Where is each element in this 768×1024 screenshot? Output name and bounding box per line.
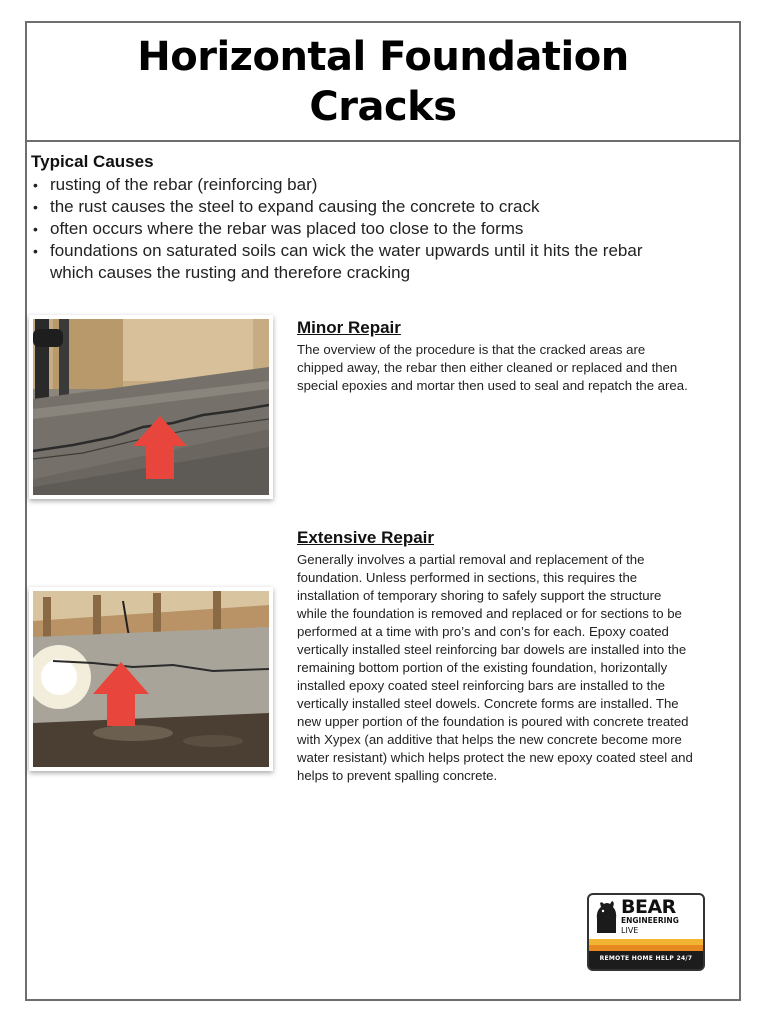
- cause-item: • the rust causes the steel to expand causing the concrete to crack: [31, 196, 671, 218]
- cause-item: • often occurs where the rebar was placed too close to the forms: [31, 218, 671, 240]
- causes-heading: Typical Causes: [31, 152, 154, 171]
- bear-icon: [593, 899, 619, 935]
- cause-item: • foundations on saturated soils can wick the water upwards until it hits the rebar which causes the rusting and therefore cracking: [31, 240, 671, 284]
- causes-list: [31, 174, 671, 284]
- minor-repair-photo: [29, 315, 273, 499]
- logo-live: LIVE: [621, 926, 639, 935]
- extensive-repair-text: Generally involves a partial removal and replacement of the foundation. Unless performed in sections, this requires the installation of temporary shoring to safely support the structure while the foundation is removed and replaced or for sections to be performed at a time with pro’s and con’s for each. Epoxy coated vertically installed steel reinforcing bar dowels are installed into the remaining bottom portion of the existing foundation, horizontally installed epoxy coated steel reinforcing bars are installed to the vertically installed steel dowels. Concrete forms are installed. The new upper portion of the foundation is poured with concrete treated with Xypex (an additive that helps the new concrete become more water resistant) which helps protect the new epoxy coated steel and helps to prevent spalling concrete.: [297, 552, 693, 783]
- page-title: Horizontal Foundation Cracks: [137, 33, 629, 130]
- foundation-crack-photo-1: [33, 319, 269, 495]
- bear-engineering-logo: [587, 893, 705, 971]
- minor-repair-heading: Minor Repair: [297, 318, 401, 337]
- cause-item: • rusting of the rebar (reinforcing bar): [31, 174, 671, 196]
- extensive-repair-section: [297, 528, 693, 785]
- typical-causes-section: [31, 152, 671, 284]
- logo-word: BEAR: [621, 896, 676, 918]
- foundation-crack-photo-2: [33, 591, 269, 767]
- extensive-repair-heading: Extensive Repair: [297, 528, 435, 547]
- extensive-repair-photo: [29, 587, 273, 771]
- title-box: [27, 23, 739, 142]
- logo-stripe-orange: [589, 945, 703, 951]
- minor-repair-text: The overview of the procedure is that the cracked areas are chipped away, the rebar then either cleaned or replaced and then special epoxies and mortar then used to seal and repatch the area.: [297, 342, 688, 393]
- logo-tagline: REMOTE HOME HELP 24/7: [599, 955, 693, 962]
- minor-repair-section: [297, 318, 693, 395]
- logo-sub: ENGINEERING: [621, 916, 679, 925]
